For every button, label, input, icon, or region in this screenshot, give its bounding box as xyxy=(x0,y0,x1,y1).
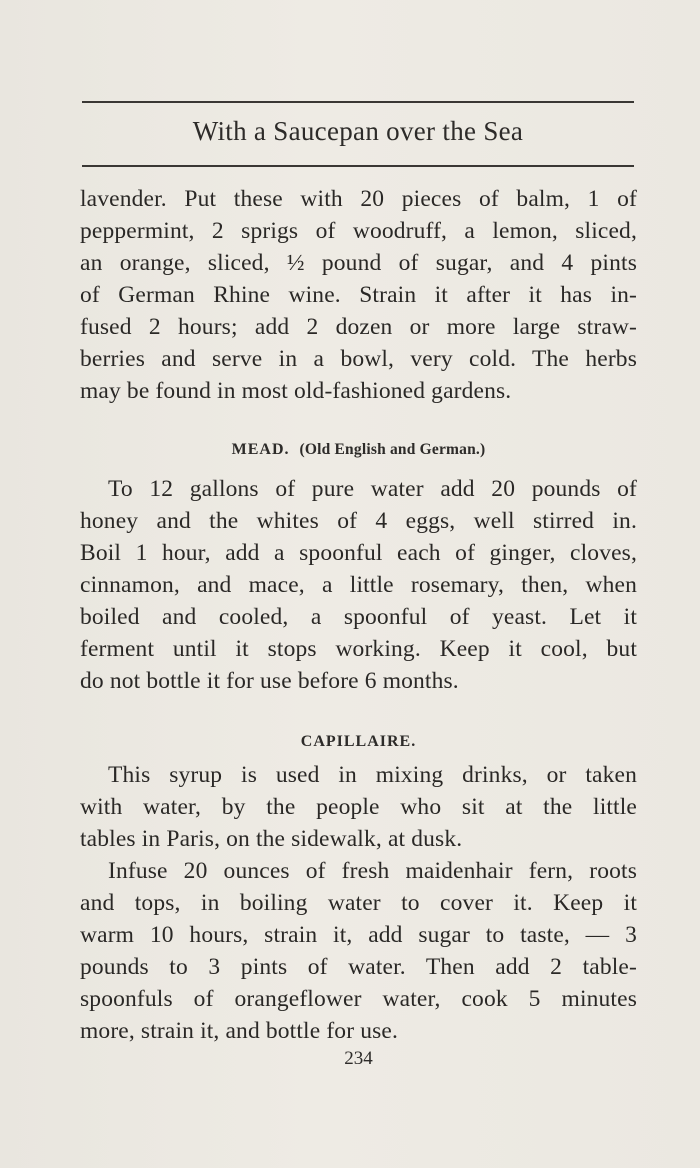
header-rule-bottom xyxy=(82,165,634,167)
recipe-capillaire xyxy=(80,759,637,1047)
section-heading-mead xyxy=(80,441,637,459)
paragraph-continuation xyxy=(80,183,637,407)
text-line: cinnamon, and mace, a little rosemary, then, when xyxy=(80,572,637,598)
text-line: berries and serve in a bowl, very cold. The herbs xyxy=(80,346,637,372)
text-line: an orange, sliced, ½ pound of sugar, and 4 pints xyxy=(80,250,637,276)
text-line: This syrup is used in mixing drinks, or taken xyxy=(108,762,637,788)
section-subtitle: (Old English and German.) xyxy=(299,441,486,458)
text-line: spoonfuls of orangeflower water, cook 5 minutes xyxy=(80,986,637,1012)
text-line: with water, by the people who sit at the little xyxy=(80,794,637,820)
text-line: boiled and cooled, a spoonful of yeast. Let it xyxy=(80,604,637,630)
text-line: pounds to 3 pints of water. Then add 2 table- xyxy=(80,954,637,980)
text-line: ferment until it stops working. Keep it cool, but xyxy=(80,636,637,662)
text-line: and tops, in boiling water to cover it. Keep it xyxy=(80,890,637,916)
text-line: Boil 1 hour, add a spoonful each of ginger, cloves, xyxy=(80,540,637,566)
text-line: peppermint, 2 sprigs of woodruff, a lemon, sliced, xyxy=(80,218,637,244)
text-line: honey and the whites of 4 eggs, well stirred in. xyxy=(80,508,637,534)
text-line: fused 2 hours; add 2 dozen or more large straw- xyxy=(80,314,637,340)
text-line: To 12 gallons of pure water add 20 pounds of xyxy=(108,476,637,502)
running-head: With a Saucepan over the Sea xyxy=(192,116,524,146)
text-line: lavender. Put these with 20 pieces of balm, 1 of xyxy=(80,186,637,212)
page-number: 234 xyxy=(344,1048,373,1069)
text-line: do not bottle it for use before 6 months. xyxy=(80,668,459,694)
text-line: tables in Paris, on the sidewalk, at dusk. xyxy=(80,826,463,852)
text-line: warm 10 hours, strain it, add sugar to taste, — 3 xyxy=(80,922,637,948)
header-rule-top xyxy=(82,101,634,103)
section-title: MEAD. xyxy=(231,441,290,458)
text-line: Infuse 20 ounces of fresh maidenhair fern, roots xyxy=(108,858,637,884)
text-line: may be found in most old-fashioned gardens. xyxy=(80,378,512,404)
section-title: CAPILLAIRE. xyxy=(300,733,417,750)
section-heading-capillaire xyxy=(80,733,637,751)
text-line: of German Rhine wine. Strain it after it has in- xyxy=(80,282,637,308)
recipe-mead xyxy=(80,473,637,697)
text-line: more, strain it, and bottle for use. xyxy=(80,1018,399,1044)
